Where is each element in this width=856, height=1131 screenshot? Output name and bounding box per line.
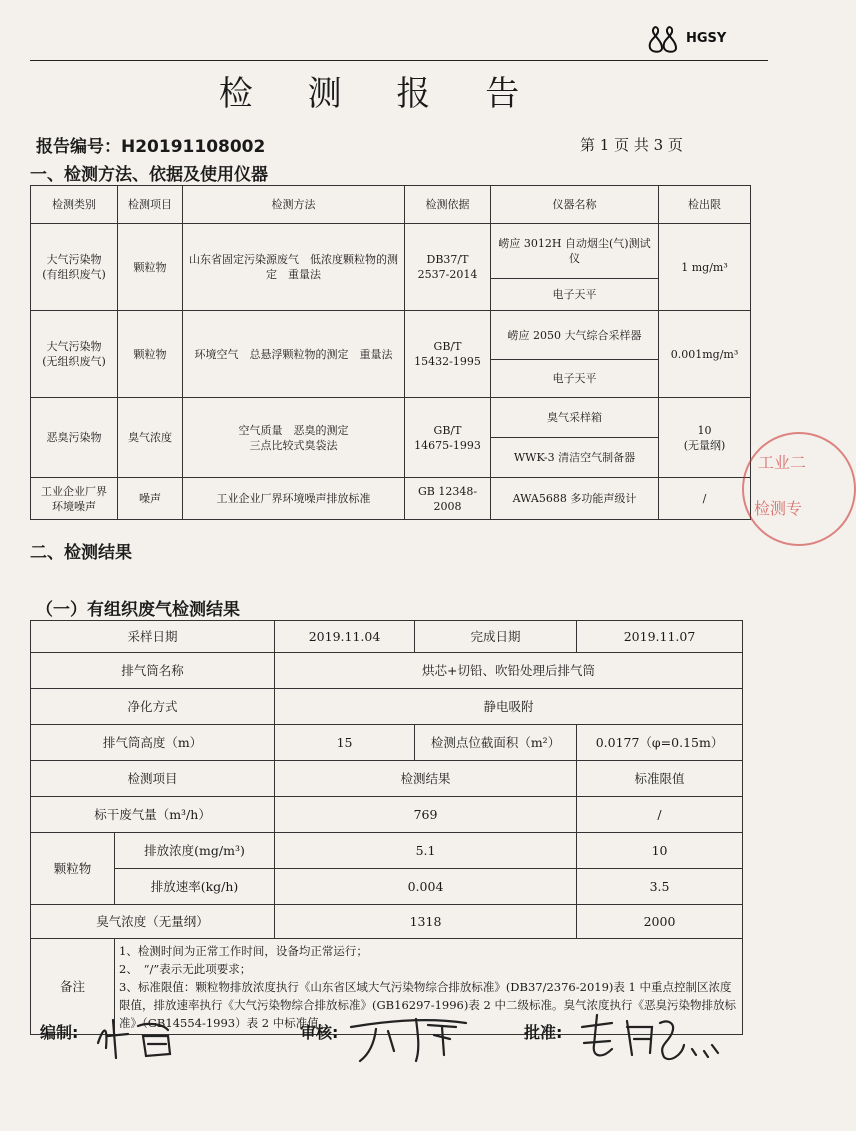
basis-cell: DB37/T 2537-2014 (405, 224, 491, 311)
sampling-date-label: 采样日期 (31, 621, 275, 653)
page-info: 第 1 页 共 3 页 (580, 136, 683, 154)
header-limit: 检出限 (659, 186, 751, 224)
method-cell: 工业企业厂界环境噪声排放标准 (183, 478, 405, 520)
method-cell: 空气质量 恶臭的测定 三点比较式臭袋法 (183, 398, 405, 478)
basis-cell: GB/T 15432-1995 (405, 311, 491, 398)
table-row (31, 869, 743, 905)
methods-table (30, 185, 751, 520)
odor-value: 1318 (275, 905, 577, 939)
pm-label: 颗粒物 (31, 833, 115, 905)
section-area-label: 检测点位截面积（m²） (415, 725, 577, 761)
sampling-date-value: 2019.11.04 (275, 621, 415, 653)
odor-limit: 2000 (577, 905, 743, 939)
item-cell: 颗粒物 (118, 311, 183, 398)
pm-conc-value: 5.1 (275, 833, 577, 869)
note-line: 3、标准限值：颗粒物排放浓度执行《山东省区域大气污染物综合排放标准》(DB37/2376-2019)表 1 中重点控制区浓度限值，排放速率执行《大气污染物综合排放标准》(GB16297-1996)表 2 中二级标准。臭气浓度执行《恶臭污染物排放标准》（GB14554-1993）表 2 中标准值。 (119, 979, 736, 1030)
section2-heading: 二、检测结果 (30, 543, 132, 563)
header-category: 检测类别 (31, 186, 118, 224)
approve-label: 批准: (524, 1023, 563, 1042)
instrument-cell: 电子天平 (491, 279, 659, 311)
stamp-text-top: 工业二 (758, 453, 807, 472)
table-row (31, 689, 743, 725)
instrument-cell: 电子天平 (491, 360, 659, 398)
pm-conc-label: 排放浓度(mg/m³) (115, 833, 275, 869)
official-stamp (742, 432, 856, 546)
category-cell: 大气污染物 (无组织废气) (31, 311, 118, 398)
logo-text: HGSY (686, 30, 727, 46)
table-row (31, 761, 743, 797)
reviewer-signature-icon (346, 1005, 476, 1065)
item-cell: 颗粒物 (118, 224, 183, 311)
item-cell: 臭气浓度 (118, 398, 183, 478)
table-row (31, 725, 743, 761)
results-table (30, 620, 743, 1035)
hgsy-logo-icon (646, 22, 680, 54)
instrument-cell: AWA5688 多功能声级计 (491, 478, 659, 520)
section1-heading: 一、检测方法、依据及使用仪器 (30, 165, 268, 185)
methods-header-row (31, 186, 751, 224)
complete-date-label: 完成日期 (415, 621, 577, 653)
category-cell: 工业企业厂界 环境噪声 (31, 478, 118, 520)
header-basis: 检测依据 (405, 186, 491, 224)
report-title: 检 测 报 告 (218, 74, 542, 114)
review-label: 审核: (300, 1023, 339, 1042)
pm-rate-label: 排放速率(kg/h) (115, 869, 275, 905)
flow-label: 标干废气量（m³/h） (31, 797, 275, 833)
header-instrument: 仪器名称 (491, 186, 659, 224)
basis-cell: GB/T 14675-1993 (405, 398, 491, 478)
flow-limit: / (577, 797, 743, 833)
stack-height-value: 15 (275, 725, 415, 761)
instrument-cell: WWK-3 清洁空气制备器 (491, 438, 659, 478)
purification-label: 净化方式 (31, 689, 275, 725)
approver-signature-icon (572, 1005, 722, 1067)
table-row (31, 398, 751, 438)
stack-height-label: 排气筒高度（m） (31, 725, 275, 761)
table-row (31, 311, 751, 360)
col-limit-header: 标准限值 (577, 761, 743, 797)
table-row (31, 905, 743, 939)
pm-rate-limit: 3.5 (577, 869, 743, 905)
section2-subheading: （一）有组织废气检测结果 (36, 600, 240, 620)
col-item-header: 检测项目 (31, 761, 275, 797)
basis-cell: GB 12348-2008 (405, 478, 491, 520)
section-area-value: 0.0177（φ=0.15m） (577, 725, 743, 761)
method-cell: 环境空气 总悬浮颗粒物的测定 重量法 (183, 311, 405, 398)
limit-cell: / (659, 478, 751, 520)
compiled-label: 编制: (40, 1023, 79, 1042)
note-line: 2、 “/”表示无此项要求； (119, 961, 252, 976)
limit-cell: 0.001mg/m³ (659, 311, 751, 398)
complete-date-value: 2019.11.07 (577, 621, 743, 653)
compiler-signature-icon (88, 1008, 188, 1063)
table-row (31, 833, 743, 869)
header-method: 检测方法 (183, 186, 405, 224)
header-item: 检测项目 (118, 186, 183, 224)
table-row (31, 621, 743, 653)
company-logo (646, 18, 726, 58)
pm-conc-limit: 10 (577, 833, 743, 869)
table-row (31, 478, 751, 520)
stack-name-label: 排气筒名称 (31, 653, 275, 689)
item-cell: 噪声 (118, 478, 183, 520)
flow-value: 769 (275, 797, 577, 833)
table-row (31, 653, 743, 689)
table-row (31, 797, 743, 833)
notes-label: 备注 (31, 939, 115, 1035)
limit-cell: 10 (无量纲) (659, 398, 751, 478)
category-cell: 恶臭污染物 (31, 398, 118, 478)
purification-value: 静电吸附 (275, 689, 743, 725)
category-cell: 大气污染物 (有组织废气) (31, 224, 118, 311)
instrument-cell: 臭气采样箱 (491, 398, 659, 438)
stack-name-value: 烘芯+切铅、吹铅处理后排气筒 (275, 653, 743, 689)
note-line: 1、检测时间为正常工作时间，设备均正常运行； (119, 943, 368, 958)
col-result-header: 检测结果 (275, 761, 577, 797)
limit-cell: 1 mg/m³ (659, 224, 751, 311)
stamp-text-bottom: 检测专 (754, 499, 803, 518)
instrument-cell: 崂应 3012H 自动烟尘(气)测试仪 (491, 224, 659, 279)
pm-rate-value: 0.004 (275, 869, 577, 905)
header-rule (30, 60, 768, 61)
instrument-cell: 崂应 2050 大气综合采样器 (491, 311, 659, 360)
table-row (31, 224, 751, 279)
method-cell: 山东省固定污染源废气 低浓度颗粒物的测定 重量法 (183, 224, 405, 311)
report-number: 报告编号：H20191108002 (36, 137, 266, 157)
odor-label: 臭气浓度（无量纲） (31, 905, 275, 939)
